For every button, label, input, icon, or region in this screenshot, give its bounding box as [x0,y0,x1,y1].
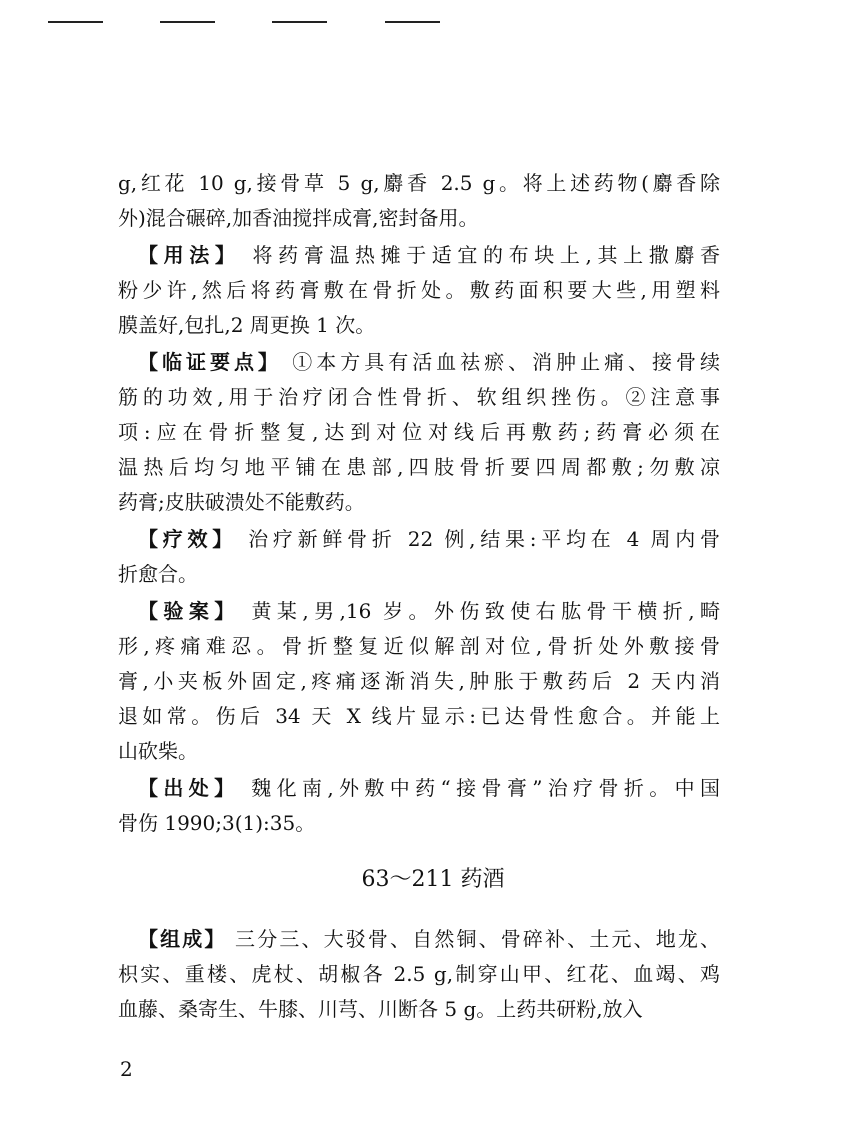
header-rule [272,21,327,23]
text-line [118,238,720,273]
text-line [118,345,720,380]
line-text: 血藤、桑寄生、牛膝、川芎、川断各 5 g。上药共研粉,放入 [118,997,643,1021]
paragraph [118,594,720,769]
header-rule [385,21,440,23]
line-text: 将药膏温热摊于适宜的布块上,其上撒麝香 [240,243,720,267]
line-text: 筋的功效,用于治疗闭合性骨折、软组织挫伤。②注意事 [118,385,720,409]
text-line [118,201,720,236]
paragraph-heading: 【用法】 [138,243,241,267]
line-text: 温热后均匀地平铺在患部,四肢骨折要四周都敷;勿敷凉 [118,455,720,479]
header-rule [160,21,215,23]
line-text: 膏,小夹板外固定,疼痛逐渐消失,肿胀于敷药后 2 天内消 [118,669,720,693]
paragraph-heading: 【临证要点】 [138,350,282,374]
line-text: 折愈合。 [118,562,198,586]
paragraph [118,345,720,520]
header-rule [48,21,103,23]
text-line [118,308,720,343]
line-text: 项:应在骨折整复,达到对位对线后再敷药;药膏必须在 [118,420,720,444]
text-line [118,664,720,699]
paragraph [118,522,720,592]
line-text: 骨伤 1990;3(1):35。 [118,811,316,835]
text-line [118,771,720,806]
text-line [118,522,720,557]
text-line [118,992,720,1027]
section-title: 63～211 药酒 [361,867,505,892]
text-line [118,699,720,734]
text-line [118,922,720,957]
section-2-text [118,922,720,1029]
line-text: g,红花 10 g,接骨草 5 g,麝香 2.5 g。将上述药物(麝香除 [118,171,720,195]
line-text: 三分三、大驳骨、自然铜、骨碎补、土元、地龙、 [226,927,721,951]
line-text: 魏化南,外敷中药“接骨膏”治疗骨折。中国 [239,776,721,800]
text-line [118,594,720,629]
text-line [118,415,720,450]
paragraph-heading: 【疗效】 [138,527,238,551]
paragraph [118,238,720,343]
paragraph [118,771,720,841]
paragraph [118,166,720,236]
text-line [118,557,720,592]
line-text: 退如常。伤后 34 天 X 线片显示:已达骨性愈合。并能上 [118,704,720,728]
line-text: ①本方具有活血祛瘀、消肿止痛、接骨续 [281,350,721,374]
line-text: 形,疼痛难忍。骨折整复近似解剖对位,骨折处外敷接骨 [118,634,720,658]
text-line [118,734,720,769]
line-text: 粉少许,然后将药膏敷在骨折处。敷药面积要大些,用塑料 [118,278,720,302]
body-text [118,166,720,843]
paragraph-heading: 【验案】 [138,599,240,623]
page-number: 2 [120,1057,133,1081]
line-text: 山砍柴。 [118,739,198,763]
line-text: 膜盖好,包扎,2 周更换 1 次。 [118,313,376,337]
text-line [118,485,720,520]
text-line [118,380,720,415]
text-line [118,273,720,308]
text-line [118,166,720,201]
line-text: 治疗新鲜骨折 22 例,结果:平均在 4 周内骨 [237,527,720,551]
paragraph [118,922,720,1027]
text-line [118,806,720,841]
paragraph-heading: 【组成】 [138,927,227,951]
text-line [118,450,720,485]
line-text: 枳实、重楼、虎杖、胡椒各 2.5 g,制穿山甲、红花、血竭、鸡 [118,962,720,986]
paragraph-heading: 【出处】 [138,776,240,800]
line-text: 黄某,男,16 岁。外伤致使右肱骨干横折,畸 [239,599,720,623]
text-line [118,957,720,992]
text-line [118,629,720,664]
line-text: 外)混合碾碎,加香油搅拌成膏,密封备用。 [118,206,479,230]
line-text: 药膏;皮肤破溃处不能敷药。 [118,490,365,514]
